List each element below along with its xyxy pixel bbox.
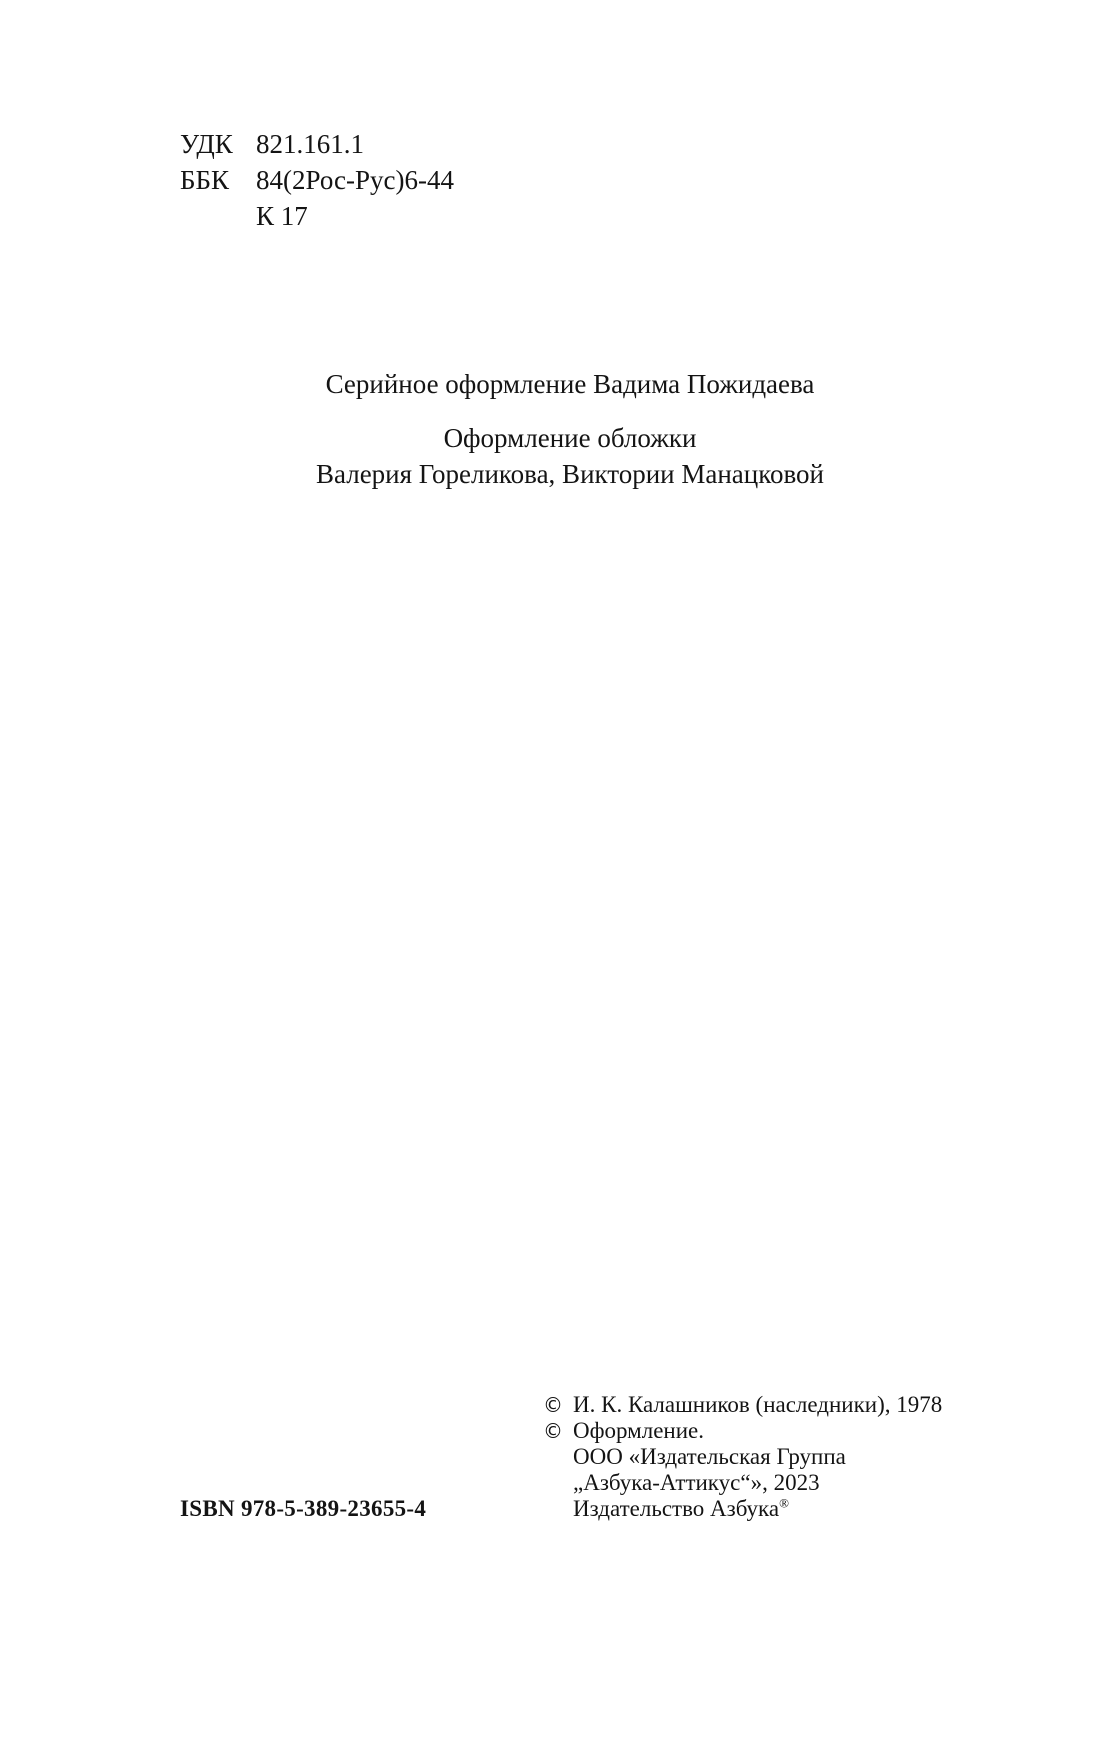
- bbk-row: [180, 162, 454, 198]
- bbk-value: 84(2Рос-Рус)6-44: [256, 165, 454, 195]
- cover-design-title: Оформление обложки: [443, 423, 697, 453]
- udk-row: [180, 126, 454, 162]
- bbk-label: ББК: [180, 165, 230, 195]
- cover-design-authors: Валерия Гореликова, Виктории Манацковой: [315, 459, 825, 489]
- udk-label: УДК: [180, 129, 233, 159]
- copyright-icon: ©: [543, 1393, 563, 1417]
- classification-block: [180, 126, 454, 234]
- copyright-block: [543, 1392, 942, 1522]
- copyright-design-line: Оформление.: [573, 1418, 704, 1443]
- copyright-author-entry: [543, 1392, 942, 1418]
- registered-icon: ®: [779, 1495, 789, 1511]
- copyright-author-line: И. К. Калашников (наследники), 1978: [573, 1392, 943, 1417]
- udk-value: 821.161.1: [256, 129, 364, 159]
- series-design-text: Серийное оформление Вадима Пожидаева: [325, 369, 815, 399]
- copyright-icon: ©: [543, 1419, 563, 1443]
- author-mark-row: [180, 198, 454, 234]
- cover-design-credit: [0, 420, 1100, 492]
- copyright-design-entry: [543, 1418, 942, 1522]
- series-design-credit: [0, 366, 1100, 402]
- copyright-publisher-line-2: „Азбука-Аттикус“», 2023: [573, 1470, 820, 1495]
- copyright-imprint-line: [573, 1496, 846, 1522]
- isbn: ISBN 978-5-389-23655-4: [180, 1496, 427, 1521]
- copyright-publisher-line: ООО «Издательская Группа: [573, 1444, 846, 1469]
- author-mark: К 17: [256, 201, 308, 231]
- imprint-name: Издательство Азбука: [573, 1496, 780, 1521]
